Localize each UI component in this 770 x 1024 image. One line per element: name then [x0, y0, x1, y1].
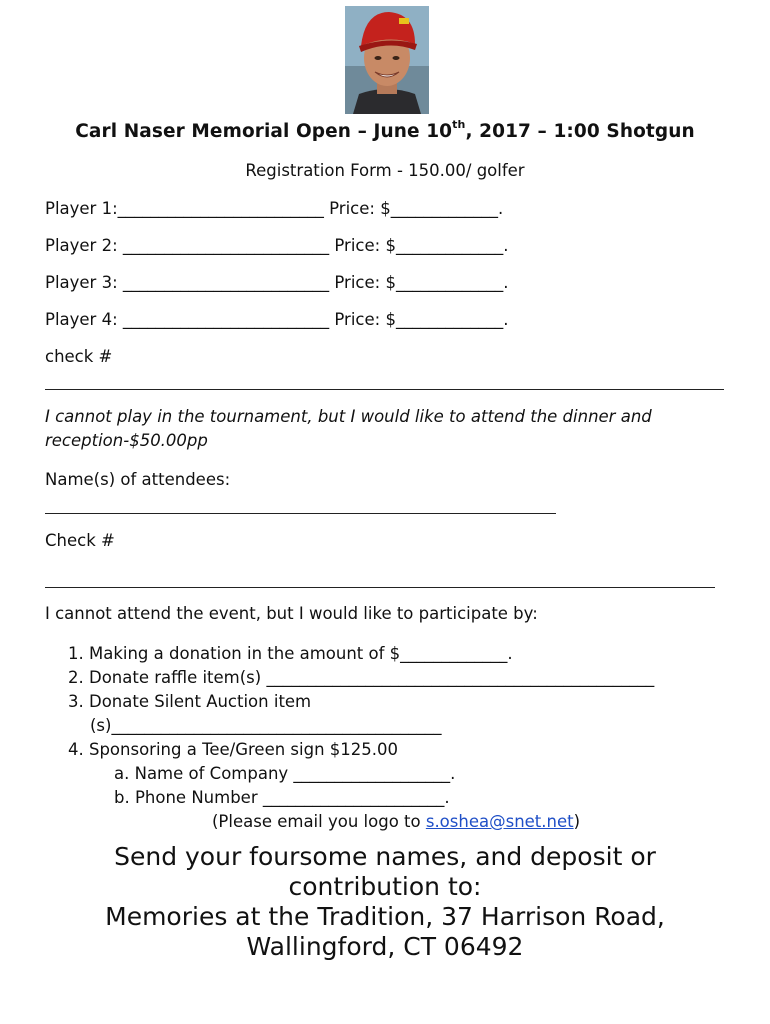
- player-2-price-field[interactable]: _____________: [395, 236, 504, 255]
- player-4-price-field[interactable]: _____________: [395, 310, 504, 329]
- player-3-name-field[interactable]: _________________________: [122, 273, 330, 292]
- option-donation[interactable]: 1. Making a donation in the amount of $_____________.: [68, 644, 513, 663]
- attendees-label: Name(s) of attendees:: [45, 470, 231, 489]
- option-sponsor[interactable]: 4. Sponsoring a Tee/Green sign $125.00: [68, 740, 399, 759]
- event-title: Carl Naser Memorial Open – June 10th, 2017 – 1:00 Shotgun: [75, 118, 695, 143]
- player-1-row: Player 1:_________________________ Price: $_____________.: [45, 199, 504, 218]
- check-number-field[interactable]: [45, 389, 724, 390]
- footer-city: Wallingford, CT 06492: [246, 932, 524, 961]
- check-number-field-2[interactable]: [45, 587, 715, 588]
- player-1-name-field[interactable]: _________________________: [117, 199, 324, 218]
- player-4-row: Player 4: _________________________ Price: $_____________.: [45, 310, 509, 329]
- player-2-row: Player 2: _________________________ Price: $_____________.: [45, 236, 509, 255]
- dinner-option-line-1: I cannot play in the tournament, but I would like to attend the dinner and: [45, 407, 652, 426]
- option-raffle[interactable]: 2. Donate raffle item(s) _______________________________________________: [68, 668, 655, 687]
- check-number-label-2: Check #: [45, 531, 115, 550]
- option-silent-auction[interactable]: 3. Donate Silent Auction item: [68, 692, 312, 711]
- attendees-field[interactable]: [45, 513, 556, 514]
- footer-address: Memories at the Tradition, 37 Harrison Road,: [105, 902, 665, 931]
- email-logo-note: (Please email you logo to s.oshea@snet.net): [212, 812, 581, 831]
- participate-intro: I cannot attend the event, but I would like to participate by:: [45, 604, 538, 623]
- portrait-image: [345, 6, 429, 114]
- player-2-name-field[interactable]: _________________________: [122, 236, 330, 255]
- player-1-price-field[interactable]: _____________: [390, 199, 498, 218]
- portrait-photo: [345, 6, 429, 114]
- option-sponsor-phone[interactable]: b. Phone Number ______________________.: [114, 788, 450, 807]
- player-3-price-field[interactable]: _____________: [395, 273, 504, 292]
- player-3-row: Player 3: _________________________ Price: $_____________.: [45, 273, 509, 292]
- option-silent-auction-cont[interactable]: (s)________________________________________: [90, 716, 442, 735]
- participation-options: [68, 642, 654, 834]
- check-number-label: check #: [45, 347, 113, 366]
- email-link[interactable]: s.oshea@snet.net: [425, 812, 574, 831]
- player-4-name-field[interactable]: _________________________: [122, 310, 330, 329]
- registration-subtitle: Registration Form - 150.00/ golfer: [245, 161, 525, 180]
- dinner-option-line-2: reception-$50.00pp: [45, 431, 208, 450]
- footer-line-2: contribution to:: [288, 872, 482, 901]
- footer-line-1: Send your foursome names, and deposit or: [114, 842, 656, 871]
- option-sponsor-company[interactable]: a. Name of Company ___________________.: [114, 764, 456, 783]
